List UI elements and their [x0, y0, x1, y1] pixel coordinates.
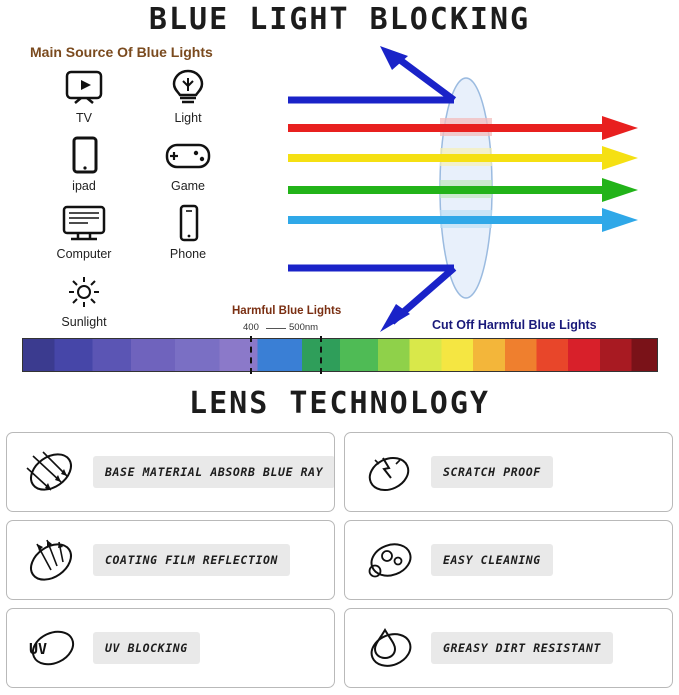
page-title-blue-light-blocking: BLUE LIGHT BLOCKING: [148, 2, 531, 37]
wavelength-range-dash: [266, 328, 286, 329]
tech-card-label: GREASY DIRT RESISTANT: [431, 632, 613, 664]
monitor-icon: [58, 202, 110, 246]
section-title-lens-technology: LENS TECHNOLOGY: [189, 386, 490, 421]
tech-card-easy-cleaning[interactable]: [344, 520, 673, 600]
harmful-blue-lights-label: Harmful Blue Lights: [232, 305, 342, 317]
source-label: Phone: [169, 247, 207, 261]
lens-arrows-absorb-icon: [15, 440, 87, 504]
svg-text:UV: UV: [29, 640, 48, 658]
tech-card-coating-film-reflection[interactable]: [6, 520, 335, 600]
lens-technology-card-grid: [6, 432, 673, 688]
tech-card-label: BASE MATERIAL ABSORB BLUE RAY: [93, 456, 335, 488]
tech-card-label: EASY CLEANING: [431, 544, 553, 576]
lens-uv-icon: [15, 616, 87, 680]
lens-scratch-icon: [353, 440, 425, 504]
tech-card-base-material[interactable]: [6, 432, 335, 512]
source-label: ipad: [72, 179, 96, 193]
source-item-light: [136, 66, 240, 134]
visible-spectrum-bar: [22, 338, 658, 372]
spectrum-gradient: [22, 338, 658, 372]
tech-card-label: SCRATCH PROOF: [431, 456, 553, 488]
tech-card-label: UV BLOCKING: [93, 632, 200, 664]
tech-card-scratch-proof[interactable]: [344, 432, 673, 512]
source-label: Computer: [56, 247, 112, 261]
source-label: Light: [174, 111, 202, 125]
tech-card-label: COATING FILM REFLECTION: [93, 544, 290, 576]
source-label: Sunlight: [61, 315, 107, 329]
source-label: Game: [170, 179, 206, 193]
source-item-ipad: [32, 134, 136, 202]
tablet-icon: [62, 134, 106, 178]
spectrum-marker-500: [320, 336, 322, 374]
tech-card-greasy-dirt-resistant[interactable]: [344, 608, 673, 688]
lightbulb-icon: [166, 66, 210, 110]
tech-card-uv-blocking[interactable]: [6, 608, 335, 688]
lens-grease-drop-icon: [353, 616, 425, 680]
blue-light-source-grid: [32, 66, 240, 338]
main-source-heading: Main Source Of Blue Lights: [30, 44, 213, 60]
source-item-sunlight: [32, 270, 136, 338]
cut-off-harmful-blue-lights-label: Cut Off Harmful Blue Lights: [432, 318, 597, 332]
lens-arrows-reflect-icon: [15, 528, 87, 592]
tv-icon: [62, 66, 106, 110]
lens-ray-diagram: [258, 40, 678, 340]
blue-ray-top: [288, 46, 454, 100]
spectrum-marker-400: [250, 336, 252, 374]
phone-icon: [166, 202, 210, 246]
sun-icon: [62, 270, 106, 314]
source-item-phone: [136, 202, 240, 270]
source-item-computer: [32, 202, 136, 270]
gamepad-icon: [162, 134, 214, 178]
wavelength-end-label: 500nm: [289, 322, 319, 333]
wavelength-start-label: 400: [243, 322, 259, 333]
source-label: TV: [76, 111, 92, 125]
lens-droplets-icon: [353, 528, 425, 592]
source-item-game: [136, 134, 240, 202]
source-item-tv: [32, 66, 136, 134]
